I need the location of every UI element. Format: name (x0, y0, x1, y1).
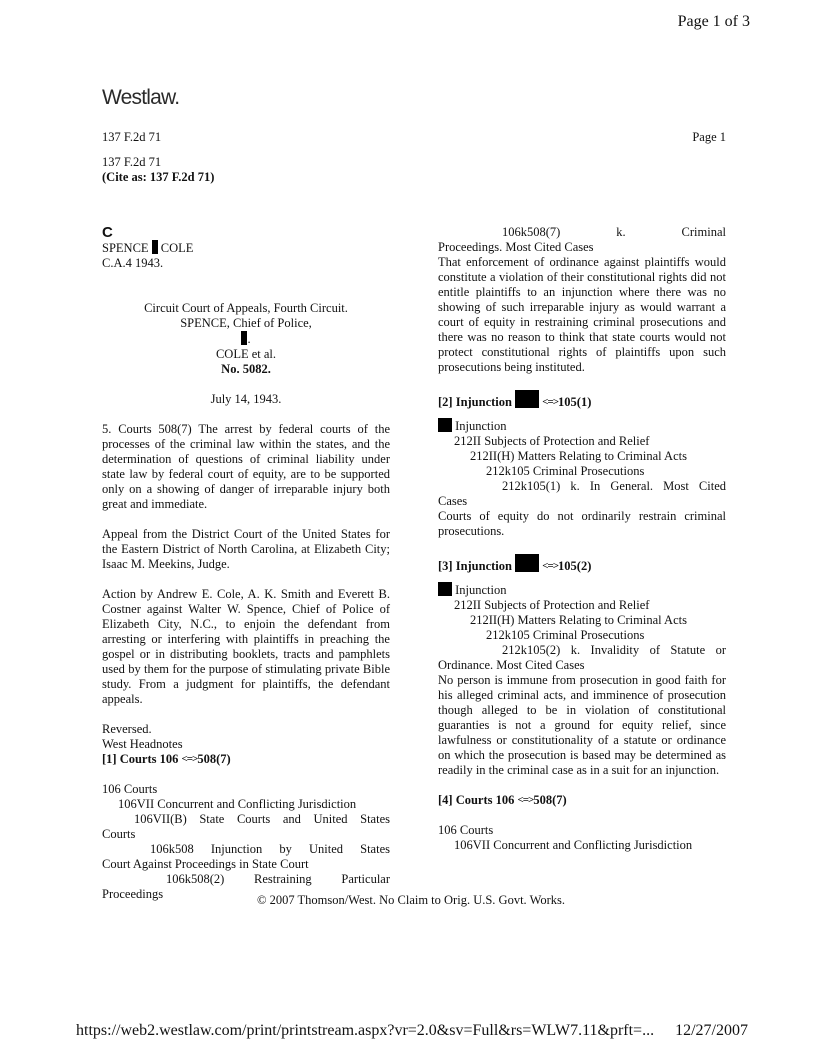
headnote-3-label: [3] Injunction (438, 559, 512, 573)
topic-line: 106VII Concurrent and Conflicting Jurisdiction (118, 797, 357, 811)
court-year: C.A.4 1943. (102, 256, 164, 270)
topic-line: 212II Subjects of Protection and Relief (454, 434, 650, 448)
page-number: Page 1 (692, 130, 726, 144)
left-column (102, 225, 390, 902)
page-of-indicator: Page 1 of 3 (677, 13, 750, 30)
topic-line: Proceedings (102, 887, 164, 901)
topic-line (438, 418, 726, 434)
topic-line: 106 Courts (102, 782, 158, 796)
key-number-icon: <=> (542, 560, 559, 572)
synopsis-paragraph: 5. Courts 508(7) The arrest by federal courts of the processes of the criminal law within the states, and the determination of questions of criminal liability under state law by federal court of equity, are to be supported only on a showing of danger of irreparable injury both great and immediate. (102, 422, 390, 511)
key-number-icon: <=> (181, 753, 198, 765)
party-versus (102, 331, 390, 347)
redaction-mark (515, 554, 539, 572)
headnote-1-key: 508(7) (197, 752, 231, 766)
party-appellee: COLE et al. (215, 347, 277, 361)
headnote-3-key: 105(2) (558, 559, 592, 573)
case-title-b: COLE (160, 241, 194, 255)
topic-line: 106k508(7) k. Criminal (502, 225, 726, 239)
party-versus-dot: . (247, 332, 251, 346)
topic-line: 212II(H) Matters Relating to Criminal Acts (470, 613, 687, 627)
case-title (102, 240, 390, 256)
disposition: Reversed. (102, 722, 152, 736)
topic-line: 212II Subjects of Protection and Relief (454, 598, 650, 612)
case-title-a: SPENCE (102, 241, 149, 255)
topic-line: 106 Courts (438, 823, 494, 837)
headnote-1-heading[interactable] (102, 752, 390, 767)
westlaw-logo: Westlaw. (102, 86, 180, 109)
headnote-3-text: No person is immune from prosecution in good faith for his alleged criminal acts, and imminence of prosecution though alleged to be in violation of constitutional guaranties is not a ground for equity relief, since lawfulness or constitutionality of a statute or ordinance on which the prosecution is based may be determined as readily in the criminal case as in a suit for an injunction. (438, 673, 726, 777)
action-paragraph: Action by Andrew E. Cole, A. K. Smith and Everett B. Costner against Walter W. Spence, Chief of Police of Elizabeth City, N.C., to enjoin the defendant from arresting or interfering with plaintiffs in preaching the gospel or in distributing booklets, tracts and pamphlets used by them for the purpose of stimulating private Bible study. From a judgment for plaintiffs, the defendant appeals. (102, 587, 390, 706)
west-headnotes-label: West Headnotes (102, 737, 183, 751)
decision-date: July 14, 1943. (210, 392, 282, 406)
redaction-mark (438, 418, 452, 432)
topic-line: 212k105 Criminal Prosecutions (486, 628, 645, 642)
headnote-4-label: [4] Courts 106 (438, 793, 515, 807)
status-flag: C (102, 224, 113, 241)
topic-line: Courts (102, 827, 136, 841)
topic-line: 106VII Concurrent and Conflicting Jurisdiction (454, 838, 693, 852)
topic-line: 106k508 Injunction by United States (150, 842, 390, 856)
docket-number: No. 5082. (221, 362, 271, 376)
topic-line: Cases (438, 494, 468, 508)
topic-line: 106k508(2) Restraining Particular (166, 872, 390, 886)
redaction-mark (152, 240, 158, 254)
party-appellant: SPENCE, Chief of Police, (180, 316, 312, 330)
right-column (438, 225, 726, 853)
appeal-paragraph: Appeal from the District Court of the United States for the Eastern District of North Carolina, at Elizabeth City; Isaac M. Meekins, Judge. (102, 527, 390, 571)
reporter-citation: 137 F.2d 71 (102, 130, 162, 144)
court-name: Circuit Court of Appeals, Fourth Circuit. (144, 301, 348, 315)
topic-line: Court Against Proceedings in State Court (102, 857, 309, 871)
topic-line: Proceedings. Most Cited Cases (438, 240, 594, 254)
topic-line: 212k105(1) k. In General. Most Cited (502, 479, 726, 493)
topic-name: Injunction (455, 419, 507, 433)
reporter-citation-2: 137 F.2d 71 (102, 155, 162, 169)
topic-line: 212k105 Criminal Prosecutions (486, 464, 645, 478)
print-url: https://web2.westlaw.com/print/printstream.aspx?vr=2.0&sv=Full&rs=WLW7.11&prft=... (76, 1022, 655, 1039)
headnote-1-text: That enforcement of ordinance against plaintiffs would constitute a violation of their constitutional rights did not entitle plaintiffs to an injunction where there was no showing of such irreparable injury as would warrant a court of equity in restraining criminal prosecutions and there was no reason to think that state courts would not protect constitutional rights of plaintiffs upon such prosecutions being instituted. (438, 255, 726, 374)
key-number-icon: <=> (542, 396, 559, 408)
topic-line: 212k105(2) k. Invalidity of Statute or (502, 643, 726, 657)
headnote-2-text: Courts of equity do not ordinarily restrain criminal prosecutions. (438, 509, 726, 538)
headnote-3-heading[interactable] (438, 554, 726, 574)
topic-name: Injunction (455, 583, 507, 597)
topic-line (438, 582, 726, 598)
headnote-1-label: [1] Courts 106 (102, 752, 179, 766)
print-date: 12/27/2007 (675, 1022, 748, 1039)
key-number-icon: <=> (517, 794, 534, 806)
cite-as: (Cite as: 137 F.2d 71) (102, 170, 215, 184)
copyright-footer: © 2007 Thomson/West. No Claim to Orig. U.S. Govt. Works. (256, 893, 566, 907)
headnote-4-heading[interactable] (438, 793, 726, 808)
headnote-2-key: 105(1) (558, 395, 592, 409)
topic-line: Ordinance. Most Cited Cases (438, 658, 585, 672)
headnote-4-key: 508(7) (533, 793, 567, 807)
headnote-2-heading[interactable] (438, 390, 726, 410)
headnote-2-label: [2] Injunction (438, 395, 512, 409)
redaction-mark (515, 390, 539, 408)
topic-line: 212II(H) Matters Relating to Criminal Acts (470, 449, 687, 463)
topic-line: 106VII(B) State Courts and United States (134, 812, 390, 826)
redaction-mark (438, 582, 452, 596)
